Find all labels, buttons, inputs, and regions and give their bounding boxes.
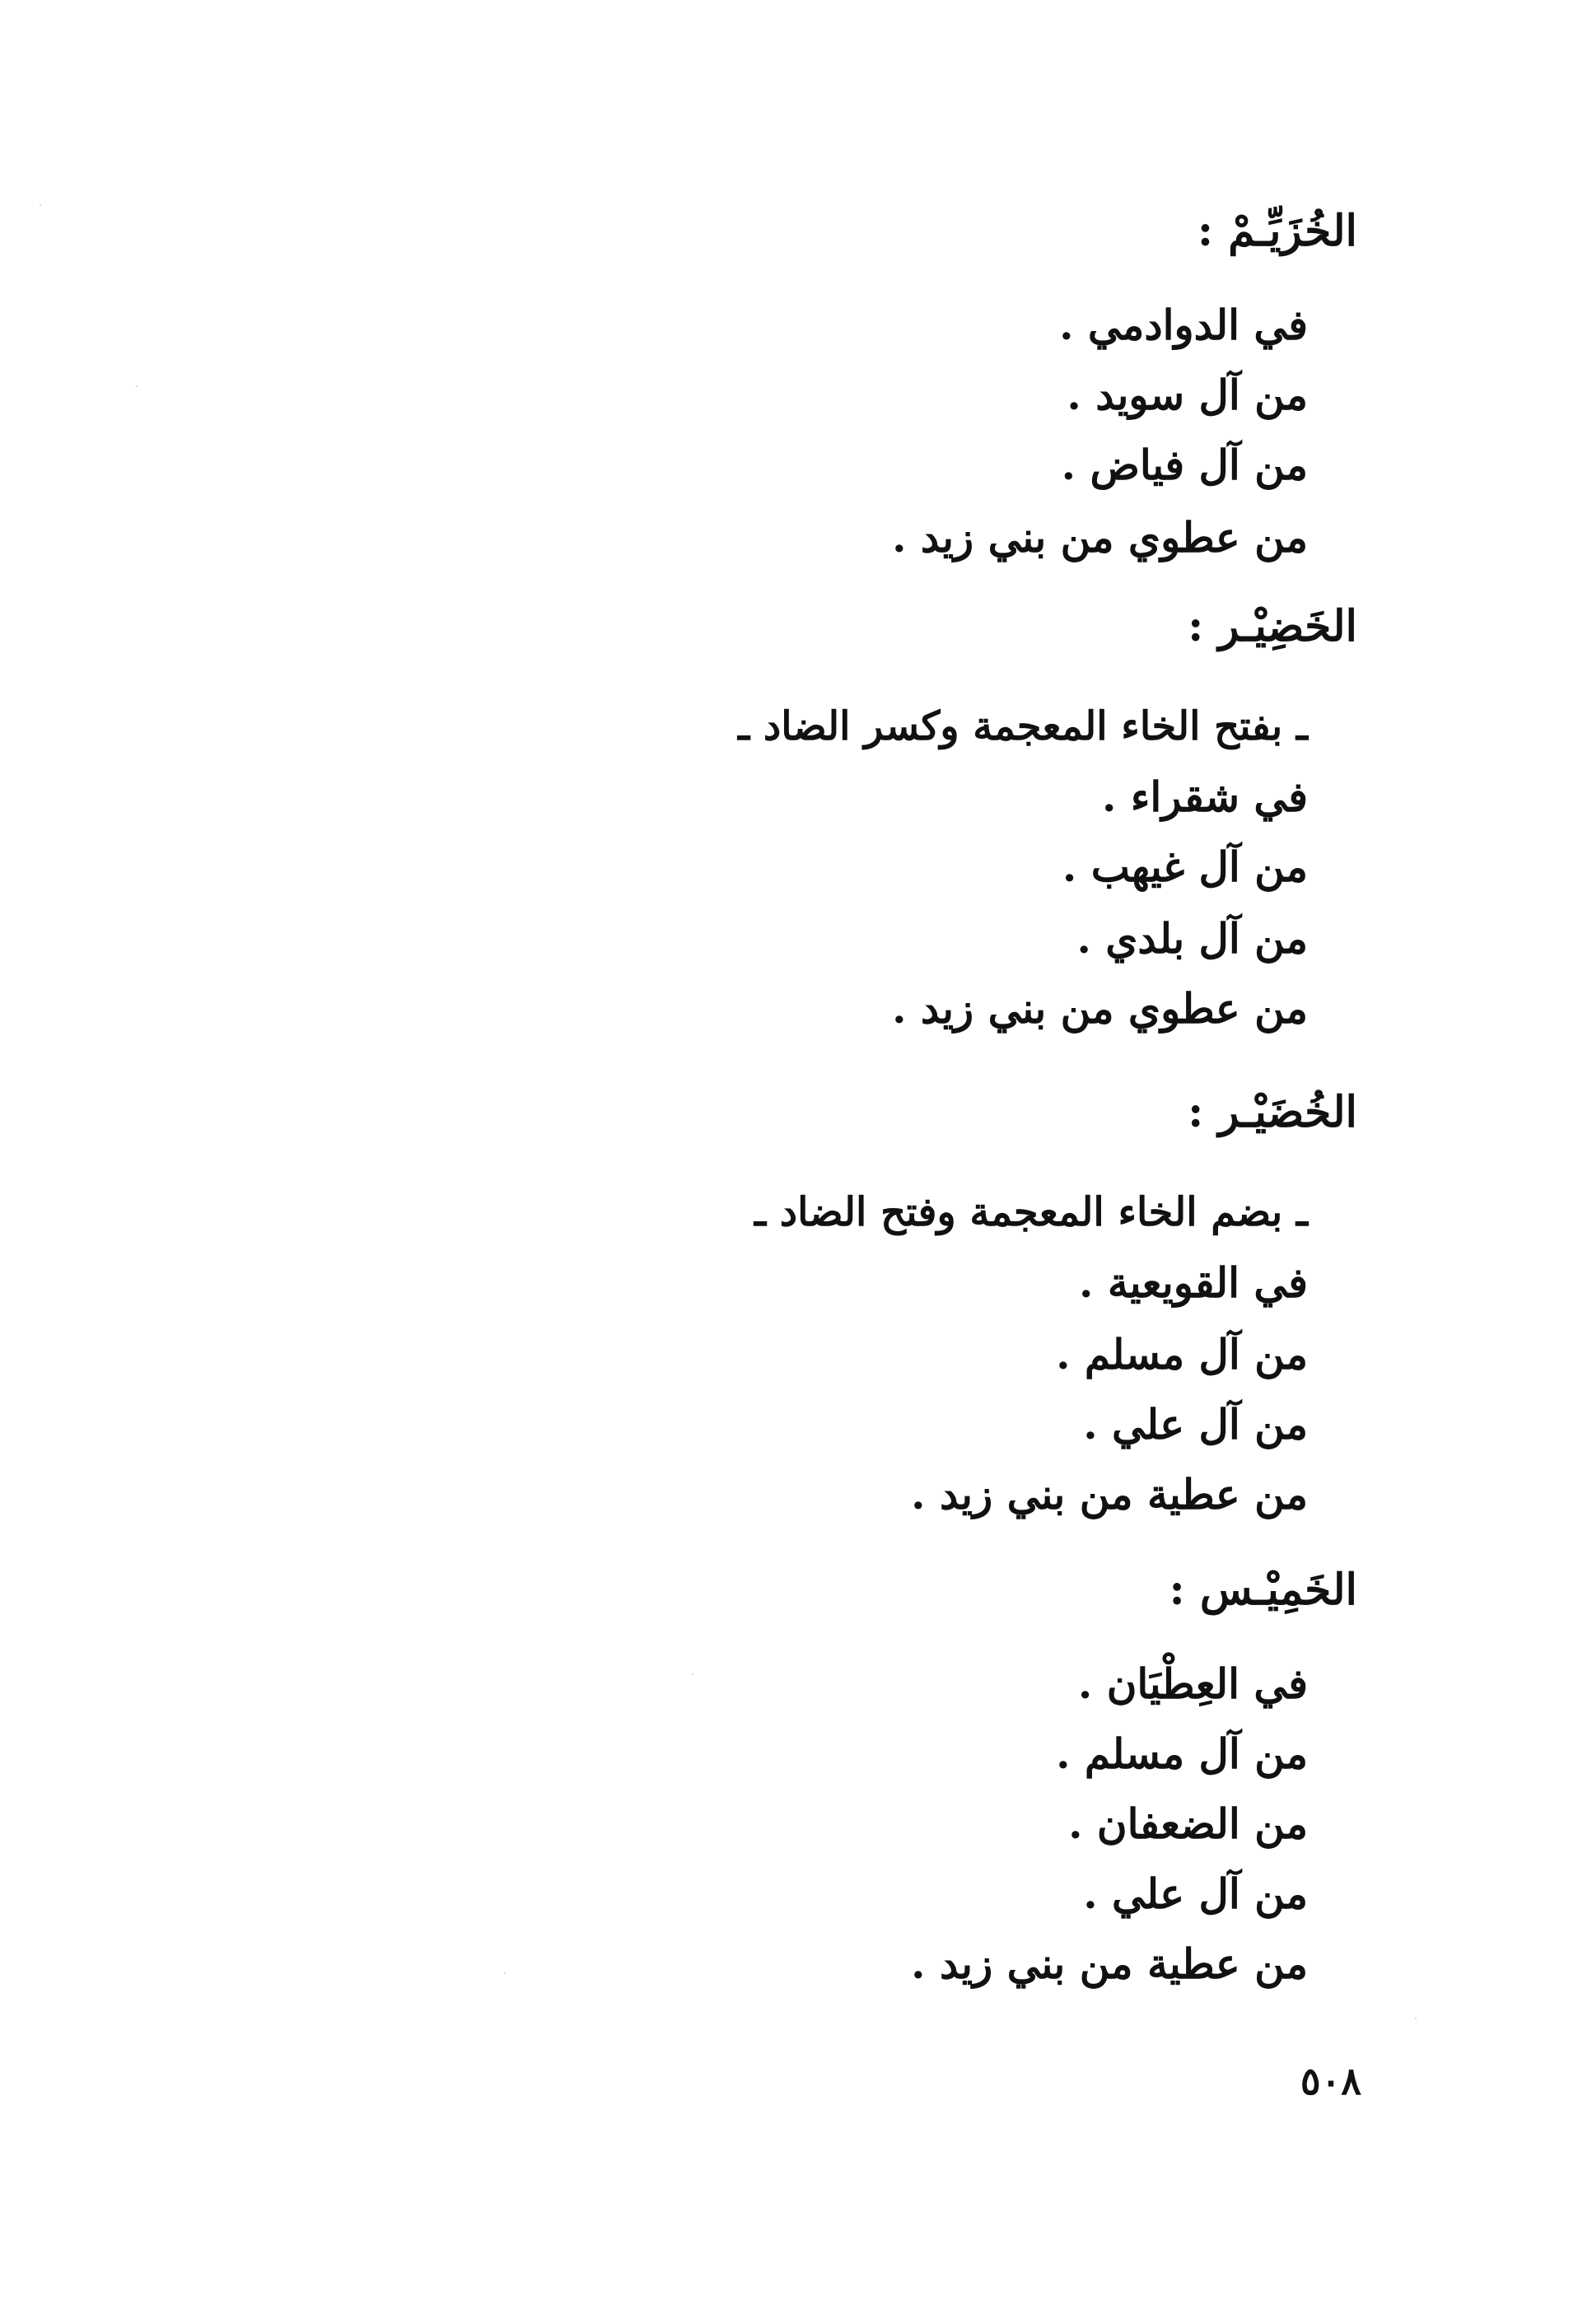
entry-line: من عطوي من بني زيد . — [892, 513, 1308, 562]
entry-line: في الدوادمي . — [1059, 301, 1308, 349]
entry-heading: الخَمِيْـس : — [1169, 1565, 1357, 1615]
entry-line: من عطية من بني زيد . — [911, 1470, 1308, 1519]
entry-line: من آل علي . — [1083, 1400, 1308, 1449]
entry-line: في القويعية . — [1079, 1258, 1308, 1307]
entry-line: في العِطْيَان . — [1077, 1659, 1308, 1708]
pronunciation-note: ـ بفتح الخاء المعجمة وكسر الضاد ـ — [738, 703, 1308, 749]
entry-line: من آل علي . — [1083, 1869, 1308, 1918]
entry-line: من آل بلدي . — [1076, 914, 1308, 963]
pronunciation-note: ـ بضم الخاء المعجمة وفتح الضاد ـ — [754, 1189, 1308, 1235]
scan-speck — [504, 1972, 506, 1974]
scan-speck — [40, 204, 41, 206]
scan-speck — [692, 1673, 693, 1675]
entry-heading: الخُزَيِّـمْ : — [1197, 206, 1357, 256]
scan-speck — [1415, 2018, 1417, 2019]
entry-line: من آل غيهب . — [1062, 842, 1308, 891]
entry-line: من آل سويد . — [1067, 371, 1308, 419]
entry-line: من الضعفان . — [1068, 1799, 1308, 1848]
entry-line: من آل فياض . — [1061, 441, 1308, 489]
entry-heading: الخُضَيْـر : — [1188, 1087, 1357, 1137]
entry-line: من آل مسلم . — [1056, 1330, 1308, 1379]
entry-line: في شقراء . — [1102, 772, 1308, 821]
entry-line: من عطية من بني زيد . — [911, 1939, 1308, 1988]
entry-line: من آل مسلم . — [1056, 1729, 1308, 1778]
page-number: ٥٠٨ — [1300, 2059, 1361, 2103]
entry-line: من عطوي من بني زيد . — [892, 984, 1308, 1033]
entry-heading: الخَضِيْـر : — [1188, 601, 1357, 651]
scan-speck — [136, 385, 138, 387]
